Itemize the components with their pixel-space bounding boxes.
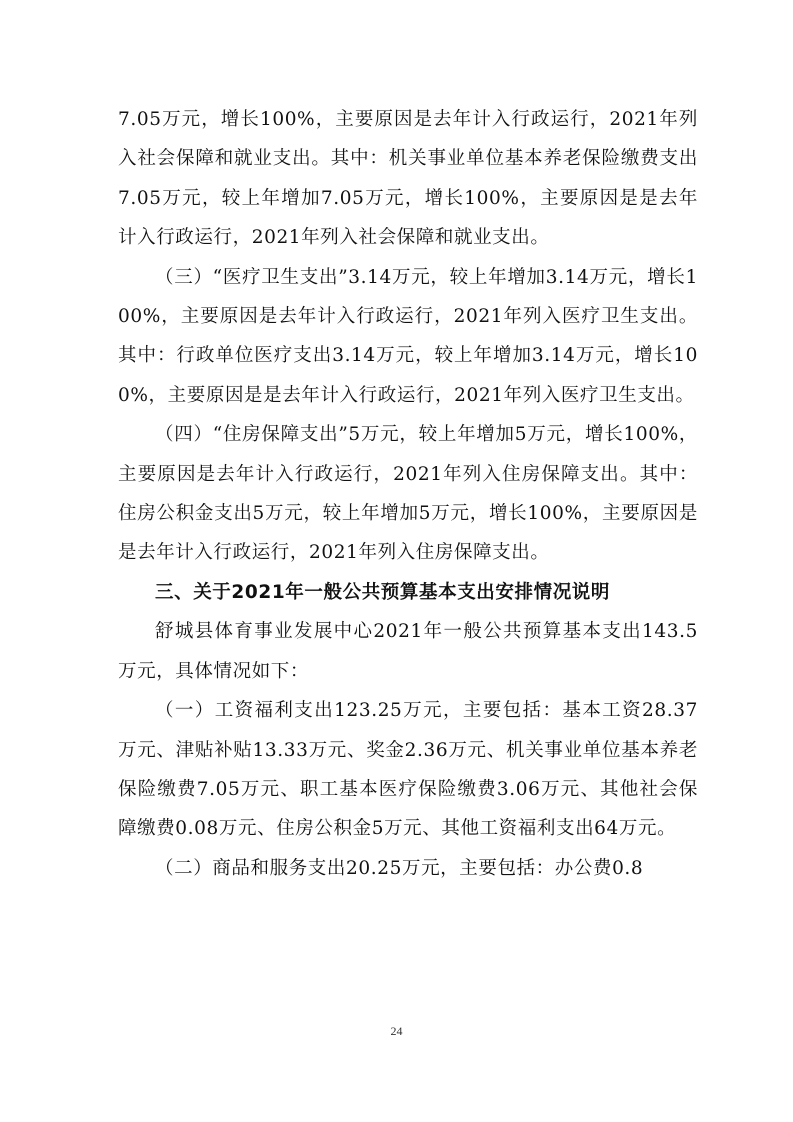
section-heading: 三、关于2021年一般公共预算基本支出安排情况说明 xyxy=(155,581,610,603)
paragraph-goods-services: （二）商品和服务支出20.25万元，主要包括：办公费0.8 xyxy=(155,857,644,879)
paragraph-housing-expenditure: （四）“住房保障支出”5万元，较上年增加5万元，增长100%，主要原因是去年计入行政运行，2021年列入住房保障支出。其中：住房公积金支出5万元，较上年增加5万元，增长100%，主要原因是是去年计入行政运行，2021年列入住房保障支出。 xyxy=(118,424,698,564)
document-body xyxy=(118,100,698,888)
paragraph-wage-welfare: （一）工资福利支出123.25万元，主要包括：基本工资28.37万元、津贴补贴13.33万元、奖金2.36万元、机关事业单位基本养老保险缴费7.05万元、职工基本医疗保险缴费3.06万元、其他社会保障缴费0.08万元、住房公积金5万元、其他工资福利支出64万元。 xyxy=(118,700,698,840)
paragraph-medical-expenditure: （三）“医疗卫生支出”3.14万元，较上年增加3.14万元，增长100%，主要原因是去年计入行政运行，2021年列入医疗卫生支出。其中：行政单位医疗支出3.14万元，较上年增加3.14万元，增长100%，主要原因是是去年计入行政运行，2021年列入医疗卫生支出。 xyxy=(118,266,698,406)
paragraph-social-security-continued: 7.05万元，增长100%，主要原因是去年计入行政运行，2021年列入社会保障和就业支出。其中：机关事业单位基本养老保险缴费支出7.05万元，较上年增加7.05万元，增长100%，主要原因是是去年计入行政运行，2021年列入社会保障和就业支出。 xyxy=(118,109,698,249)
paragraph-basic-expenditure-intro: 舒城县体育事业发展中心2021年一般公共预算基本支出143.5万元，具体情况如下： xyxy=(118,621,698,682)
page-number: 24 xyxy=(390,1024,403,1038)
